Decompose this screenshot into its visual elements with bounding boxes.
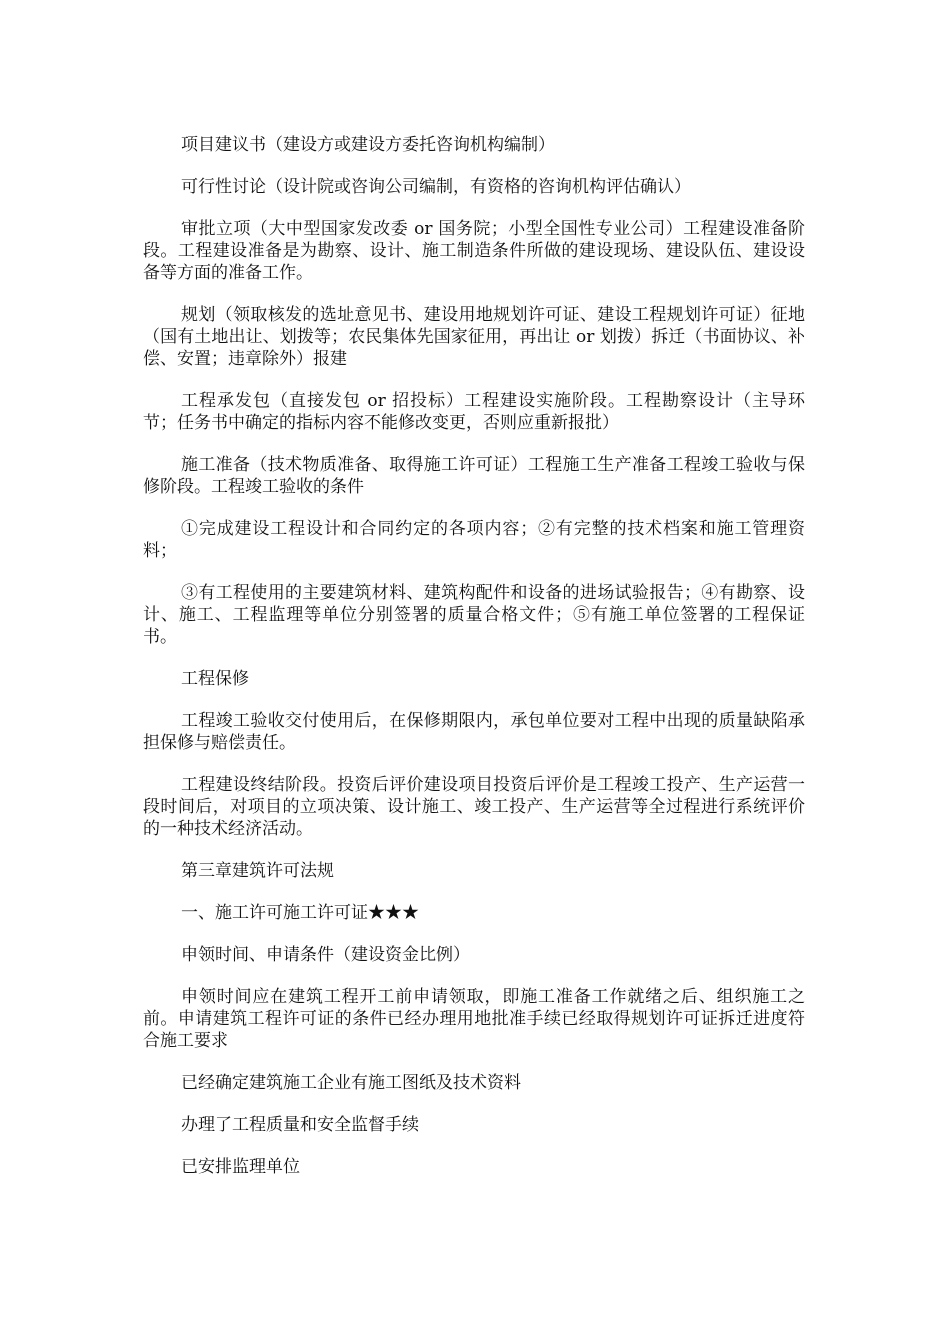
section-heading: 一、施工许可施工许可证★★★	[181, 903, 419, 923]
paragraph-acceptance-conditions-2: ③有工程使用的主要建筑材料、建筑构配件和设备的进场试验报告；④有勘察、设计、施工、工程监理等单位分别签署的质量合格文件；⑤有施工单位签署的工程保证书。	[143, 583, 805, 647]
paragraph-feasibility-study: 可行性讨论（设计院或咨询公司编制，有资格的咨询机构评估确认）	[181, 177, 691, 197]
paragraph-application-conditions: 申领时间应在建筑工程开工前申请领取，即施工准备工作就绪之后、组织施工之前。申请建筑工程许可证的条件已经办理用地批准手续已经取得规划许可证拆迁进度符合施工要求	[143, 987, 805, 1051]
document-body	[143, 134, 805, 1198]
paragraph-warranty-heading: 工程保修	[181, 669, 249, 689]
paragraph-acceptance-conditions-1: ①完成建设工程设计和合同约定的各项内容；②有完整的技术档案和施工管理资料；	[143, 519, 805, 561]
paragraph-application-time: 申领时间、申请条件（建设资金比例）	[181, 945, 470, 965]
paragraph-supervision-procedures: 办理了工程质量和安全监督手续	[181, 1115, 419, 1135]
paragraph-construction-preparation: 施工准备（技术物质准备、取得施工许可证）工程施工生产准备工程竣工验收与保修阶段。工程竣工验收的条件	[143, 455, 805, 497]
chapter-heading: 第三章建筑许可法规	[181, 861, 334, 881]
paragraph-contractor-determined: 已经确定建筑施工企业有施工图纸及技术资料	[181, 1073, 521, 1093]
paragraph-planning: 规划（领取核发的选址意见书、建设用地规划许可证、建设工程规划许可证）征地（国有土地出让、划拨等；农民集体先国家征用，再出让 or 划拨）拆迁（书面协议、补偿、安置；违章除外）报建	[143, 305, 805, 369]
paragraph-approval: 审批立项（大中型国家发改委 or 国务院；小型全国性专业公司）工程建设准备阶段。工程建设准备是为勘察、设计、施工制造条件所做的建设现场、建设队伍、建设设备等方面的准备工作。	[143, 219, 805, 283]
paragraph-contracting: 工程承发包（直接发包 or 招投标）工程建设实施阶段。工程勘察设计（主导环节；任务书中确定的指标内容不能修改变更，否则应重新报批）	[143, 391, 805, 433]
paragraph-post-evaluation: 工程建设终结阶段。投资后评价建设项目投资后评价是工程竣工投产、生产运营一段时间后，对项目的立项决策、设计施工、竣工投产、生产运营等全过程进行系统评价的一种技术经济活动。	[143, 775, 805, 839]
paragraph-warranty: 工程竣工验收交付使用后，在保修期限内，承包单位要对工程中出现的质量缺陷承担保修与赔偿责任。	[143, 711, 805, 753]
paragraph-project-proposal: 项目建议书（建设方或建设方委托咨询机构编制）	[181, 135, 555, 155]
paragraph-supervisor-arranged: 已安排监理单位	[181, 1157, 300, 1177]
